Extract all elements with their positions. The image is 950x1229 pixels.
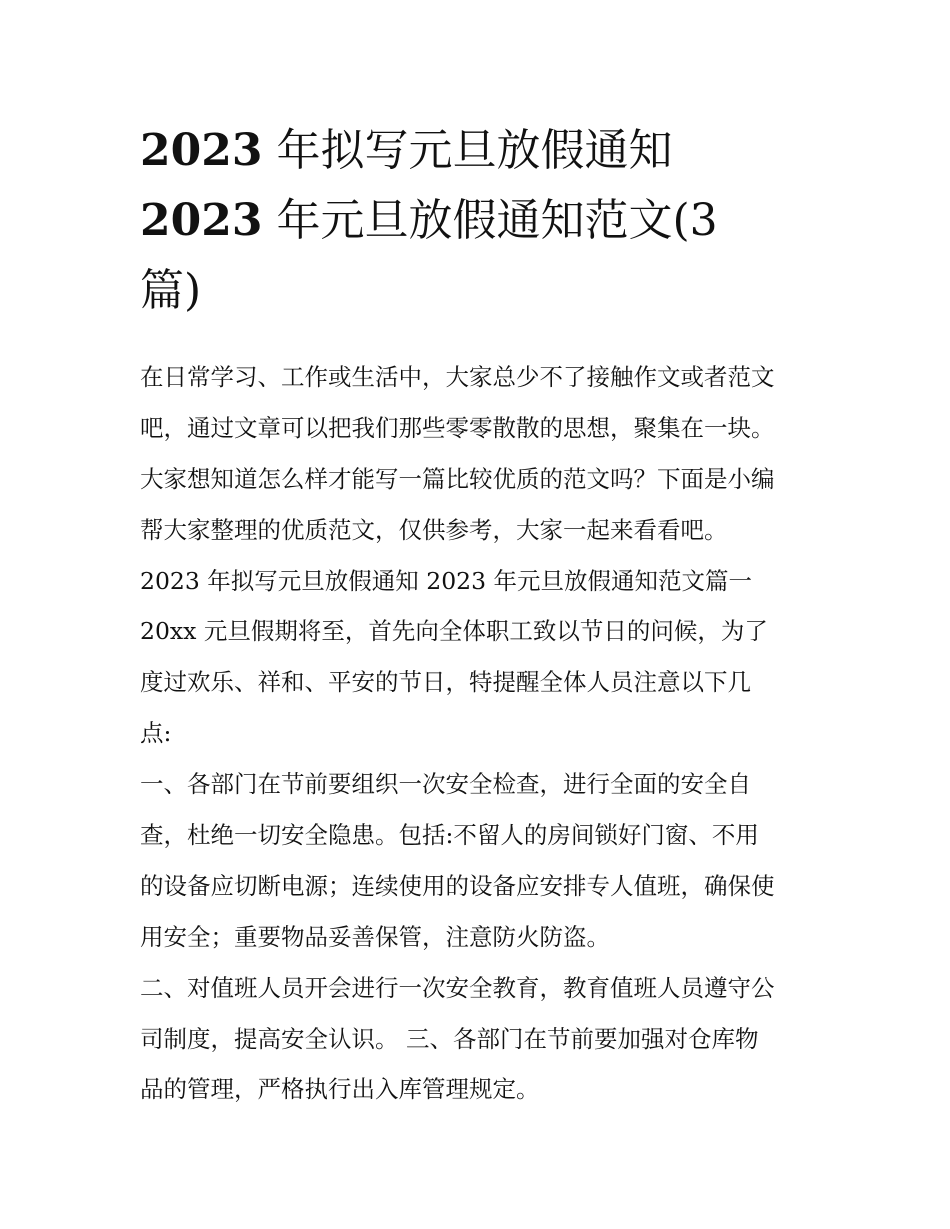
body-text xyxy=(140,352,830,1115)
body-line: 吧，通过文章可以把我们那些零零散散的思想，聚集在一块。 xyxy=(140,413,775,442)
body-line: 20xx 元旦假期将至，首先向全体职工致以节日的问候，为了 xyxy=(140,617,768,646)
section-heading: 2023 年拟写元旦放假通知 2023 年元旦放假通知范文篇一 xyxy=(140,566,753,595)
body-line: 二、对值班人员开会进行一次安全教育，教育值班人员遵守公 xyxy=(140,973,775,1002)
body-line: 用安全；重要物品妥善保管，注意防火防盗。 xyxy=(140,922,610,951)
body-line: 在日常学习、工作或生活中，大家总少不了接触作文或者范文 xyxy=(140,363,775,391)
body-line: 司制度，提高安全认识。 三、各部门在节前要加强对仓库物 xyxy=(140,1024,759,1053)
body-line: 大家想知道怎么样才能写一篇比较优质的范文吗？下面是小编 xyxy=(140,464,775,493)
title-line-2: 2023 年元旦放假通知范文(3 xyxy=(140,195,718,246)
body-line: 点: xyxy=(140,719,172,748)
body-line: 度过欢乐、祥和、平安的节日，特提醒全体人员注意以下几 xyxy=(140,668,751,697)
body-line: 一、各部门在节前要组织一次安全检查，进行全面的安全自 xyxy=(140,770,751,799)
title-line-3: 篇) xyxy=(140,265,202,316)
body-line: 帮大家整理的优质范文，仅供参考，大家一起来看看吧。 xyxy=(140,515,728,544)
page-title xyxy=(140,116,820,326)
body-line: 的设备应切断电源；连续使用的设备应安排专人值班，确保使 xyxy=(140,871,775,900)
body-line: 品的管理，严格执行出入库管理规定。 xyxy=(140,1075,540,1104)
body-line: 查，杜绝一切安全隐患。包括:不留人的房间锁好门窗、不用 xyxy=(140,821,759,850)
title-line-1: 2023 年拟写元旦放假通知 xyxy=(140,125,673,176)
